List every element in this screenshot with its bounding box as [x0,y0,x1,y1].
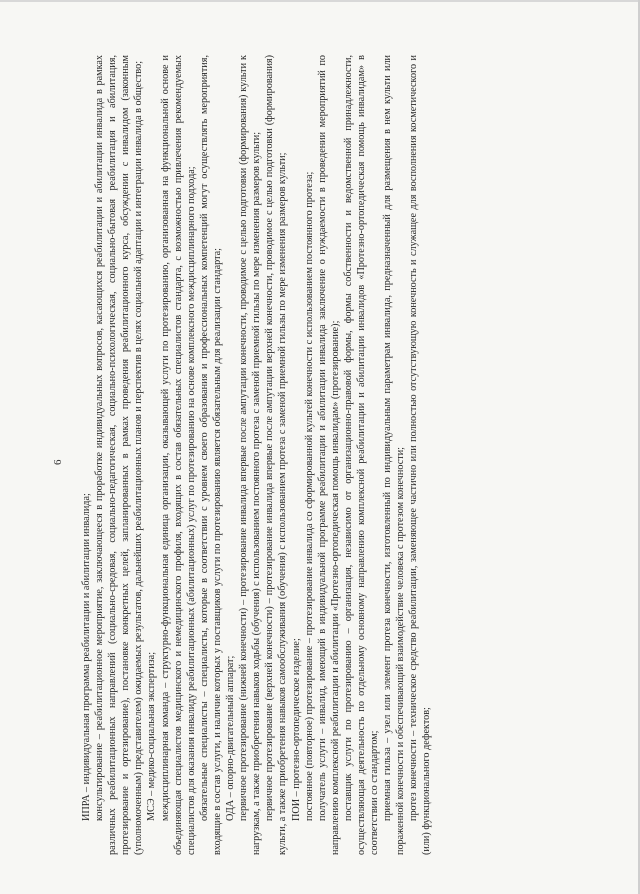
paragraph: первичное протезирование (верхней конечности) – протезирование инвалида впервые после ампутации верхней конечности, проводимое с целью подготовки (формирования) культи, а также приобретения навыков самообслуживания (обучения) с использованием протеза с заменой приемной гильзы по мере изменения размеров культи; [264,55,289,855]
paragraph-list [80,55,434,855]
rotated-document-body [52,55,500,855]
paragraph: МСЭ – медико-социальная экспертиза; [146,651,158,821]
paragraph: консультирование – реабилитационное мероприятие, заключающееся в проработке индивидуальных вопросов, касающихся реабилитации и абилитации инвалида в рамках различных реабилитационных направлений (социально-средовая, социально-педагогическая, социально-психологическая, социально-бытовая реабилитация и абилитация, протезирование и ортезирование), постановке конкретных целей, запланированных в рамках проведения реабилитационного курса, обсуждении с инвалидом (законным (уполномоченным) представителем) ожидаемых результатов, дальнейших реабилитационных планов и перспектив в целях социальной адаптации и интеграции инвалида в общество; [94,55,145,855]
page-number: 6 [52,459,64,465]
paragraph: обязательные специалисты – специалисты, которые в соответствии с уровнем своего образования и профессиональных компетенций могут осуществлять мероприятия, входящие в состав услуги, и наличие которых у поставщиков услуги по протезированию является обязательным для реализации стандарта; [198,55,223,855]
paragraph: протез конечности – техническое средство реабилитации, заменяющее частично или полностью отсутствующую конечность и служащее для восполнения косметического и (или) функционального дефектов; [408,55,433,855]
paragraph: поставщик услуги по протезированию – организация, независимо от организационно-правовой формы, формы собственности и ведомственной принадлежности, осуществляющая деятельность по отдельному основному направлению комплексной реабилитации и абилитации инвалидов «Протезно-ортопедическая помощь инвалидам» в соответствии со стандартом; [342,55,381,855]
paragraph: постоянное (повторное) протезирование – протезирование инвалида со сформированной культей конечности с использованием постоянного протеза; [303,171,315,821]
scan-edge-top [0,0,640,2]
paragraph: приемная гильза – узел или элемент протеза конечности, изготовленный по индивидуальным параметрам инвалида, предназначенный для размещения в нем культи или пораженной конечности и обеспечивающий взаимодействие человека с протезом конечности; [382,55,407,855]
paragraph: первичное протезирование (нижней конечности) – протезирование инвалида впервые после ампутации конечности, проводимое с целью подготовки (формирования) культи к нагрузкам, а также приобретения навыков ходьбы (обучения) с использованием постоянного протеза с заменой приемной гильзы по мере изменения размеров культи; [238,55,263,855]
paragraph: ОДА – опорно-двигательный аппарат; [225,655,237,821]
paragraph: междисциплинарная команда – структурно-функциональная единица организации, оказывающей услуги по протезированию, организованная на функциональной основе и объединяющая специалистов медицинского и немедицинского профиля, входящих в состав обязательных специалистов стандарта, с возможностью привлечения рекомендуемых специалистов для оказания инвалиду реабилитационных (абилитационных) услуг по протезированию на основе комплексного междисциплинарного подхода; [159,55,197,855]
paragraph: получатель услуги – инвалид, имеющий в индивидуальной программе реабилитации и абилитации инвалида заключение о нуждаемости в проведении мероприятий по направлению комплексной реабилитации и абилитации «Протезно-ортопедическая помощь инвалидам» (протезирование); [316,55,341,855]
paragraph: ИПРА – индивидуальная программа реабилитации и абилитации инвалида; [81,493,92,821]
paragraph: ПОИ – протезно-ортопедическое изделие; [290,638,302,821]
